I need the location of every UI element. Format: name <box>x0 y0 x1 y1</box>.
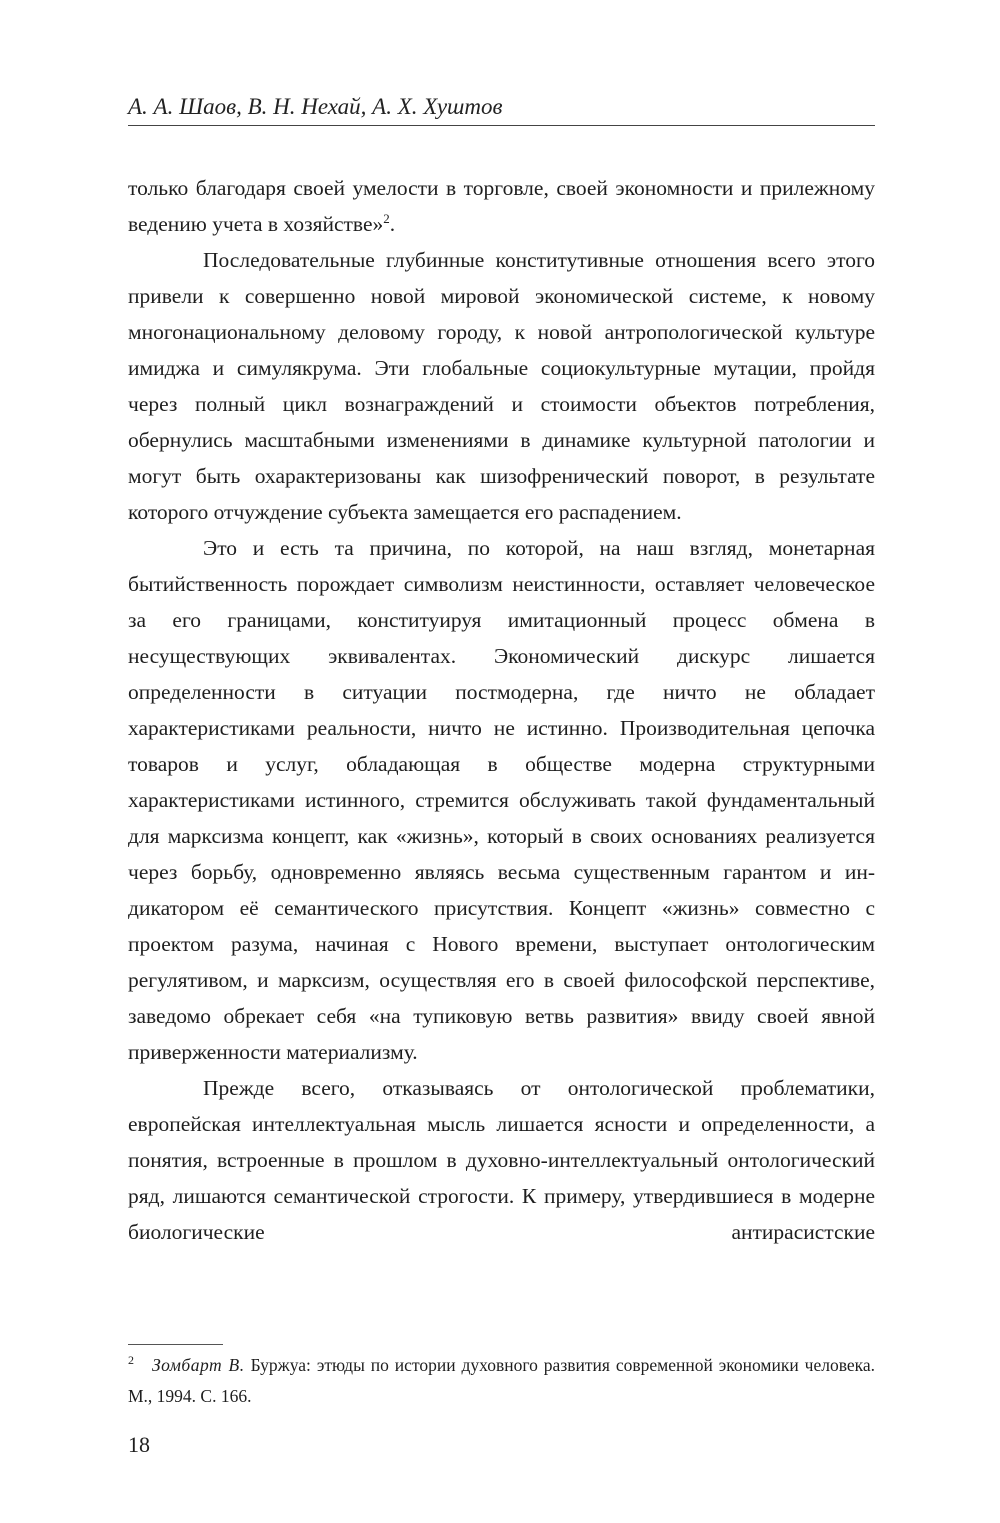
paragraph-1-text: только благодаря своей умелости в торговле, своей экономности и прилежному ведению учета в хозяйстве» <box>128 176 875 236</box>
footnote <box>128 1350 875 1412</box>
paragraph-1-end: . <box>389 212 396 236</box>
paragraph-4: Прежде всего, отказываясь от онтологической проблематики, европейская интеллектуальная мысль лишается ясности и определенности, а понятия, встроенные в прошлом в духовно-интеллектуальный онтологический ряд, лишаются семантической строгости. К примеру, утвердившиеся в модерне биологические антирасистские <box>128 1076 875 1244</box>
paragraph-1 <box>128 170 875 242</box>
header-rule <box>128 125 875 126</box>
running-title: А. А. Шаов, В. Н. Нехай, А. Х. Хуштов <box>128 94 503 119</box>
paragraph-3: Это и есть та причина, по которой, на наш взгляд, монетарная бытийственность порождает символизм неистинности, оставляет человеческое за его границами, конституируя имитационный процесс обмена в несуществующих эквивалентах. Экономический дискурс лишается определенности в ситуации постмодерна, где ничто не обладает характеристиками реальности, ничто не истинно. Производительная цепочка товаров и услуг, обладающая в обществе модерна структурными характеристиками истинного, стремится обслуживать такой фундаментальный для марксизма концепт, как «жизнь», который в своих основаниях реализуется через борьбу, одновременно являясь весьма существенным гарантом и индикатором её семантического присутствия. Концепт «жизнь» совместно с проектом разума, начиная с Нового времени, выступает онтологическим регулятивом, и марксизм, осуществляя его в своей философской перспективе, заведомо обрекает себя «на тупиковую ветвь развития» ввиду своей явной приверженности материализму. <box>128 536 875 1064</box>
paragraph-2: Последовательные глубинные конститутивные отношения всего этого привели к совершенно новой мировой экономической системе, к новому многонациональному деловому городу, к новой антропологической культуре имиджа и симулякрума. Эти глобальные социокультурные мутации, пройдя через полный цикл вознаграждений и стоимости объектов потребления, обернулись масштабными изменениями в динамике культурной патологии и могут быть охарактеризованы как шизофренический поворот, в результате которого отчуждение субъекта замещается его распадением. <box>128 248 875 524</box>
footnote-reference: 2 <box>383 210 390 226</box>
main-text <box>128 170 875 1250</box>
footnote-author: Зомбарт В. <box>152 1355 245 1375</box>
footnote-text: Буржуа: этюды по истории духовного развития современной экономики человека. М., 1994. С. 166. <box>128 1355 876 1406</box>
footnote-rule <box>128 1344 223 1345</box>
footnote-number: 2 <box>128 1353 134 1368</box>
page-number: 18 <box>128 1432 150 1457</box>
